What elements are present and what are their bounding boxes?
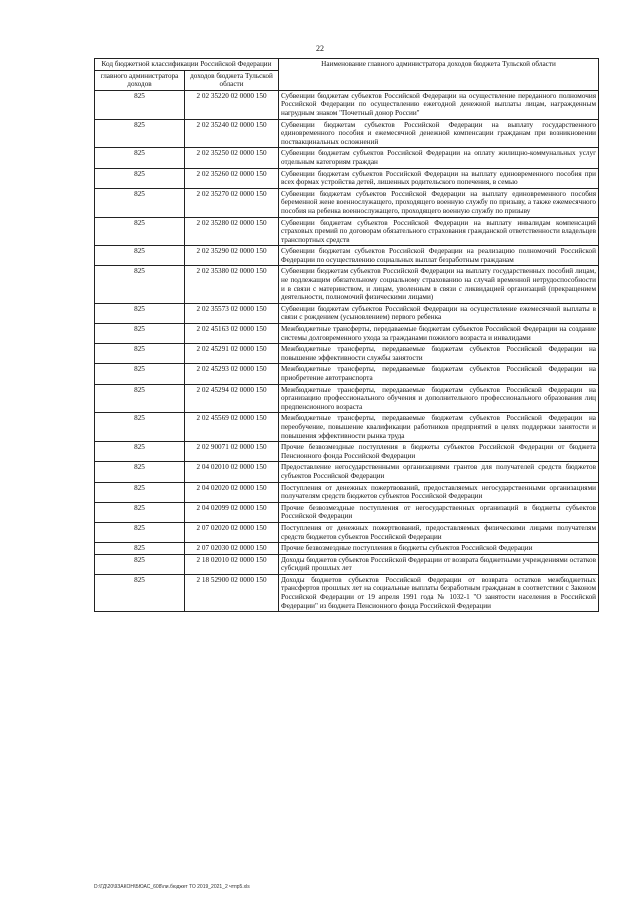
admin-code-cell: 825 xyxy=(95,384,185,413)
revenue-code-cell: 2 18 02010 02 0000 150 xyxy=(185,554,279,574)
revenue-code-cell: 2 02 35290 02 0000 150 xyxy=(185,246,279,266)
table-body xyxy=(95,90,599,611)
revenue-code-cell: 2 07 02020 02 0000 150 xyxy=(185,522,279,542)
admin-code-cell: 825 xyxy=(95,119,185,148)
revenue-code-cell: 2 02 35240 02 0000 150 xyxy=(185,119,279,148)
table-row xyxy=(95,148,599,168)
revenue-name-cell: Межбюджетные трансферты, передаваемые бюджетам субъектов Российской Федерации на переобучение, повышение квалификации работников предприятий в целях поддержки занятости и повышения эффективности рынка труда xyxy=(279,413,599,442)
admin-code-cell: 825 xyxy=(95,344,185,364)
admin-code-cell: 825 xyxy=(95,413,185,442)
table-row xyxy=(95,168,599,188)
admin-code-cell: 825 xyxy=(95,482,185,502)
revenue-name-cell: Прочие безвозмездные поступления в бюджеты субъектов Российской Федерации от бюджета Пенсионного фонда Российской Федерации xyxy=(279,442,599,462)
revenue-name-cell: Доходы бюджетов субъектов Российской Федерации от возврата бюджетными учреждениями остатков субсидий прошлых лет xyxy=(279,554,599,574)
admin-code-cell: 825 xyxy=(95,554,185,574)
revenue-code-cell: 2 02 45291 02 0000 150 xyxy=(185,344,279,364)
admin-code-cell: 825 xyxy=(95,543,185,555)
admin-code-cell: 825 xyxy=(95,148,185,168)
table-row xyxy=(95,364,599,384)
table-row xyxy=(95,574,599,611)
revenue-name-cell: Прочие безвозмездные поступления в бюджеты субъектов Российской Федерации xyxy=(279,543,599,555)
revenue-code-cell: 2 07 02030 02 0000 150 xyxy=(185,543,279,555)
revenue-name-cell: Субвенции бюджетам субъектов Российской Федерации на выплату единовременного пособия беременной жене военнослужащего, проходящего военную службу по призыву, а также ежемесячного пособия на ребенка военнослужащего, проходящего военную службу по призыву xyxy=(279,188,599,217)
revenue-code-cell: 2 02 45163 02 0000 150 xyxy=(185,324,279,344)
table-header xyxy=(95,59,599,91)
revenue-code-cell: 2 02 35573 02 0000 150 xyxy=(185,303,279,323)
revenue-name-cell: Субвенции бюджетам субъектов Российской Федерации на оплату жилищно-коммунальных услуг отдельным категориям граждан xyxy=(279,148,599,168)
revenue-code-cell: 2 04 02020 02 0000 150 xyxy=(185,482,279,502)
revenue-code-cell: 2 02 35270 02 0000 150 xyxy=(185,188,279,217)
header-revenue-code: доходов бюджета Тульской области xyxy=(185,70,279,90)
admin-code-cell: 825 xyxy=(95,574,185,611)
revenue-name-cell: Доходы бюджетов субъектов Российской Федерации от возврата остатков межбюджетных трансфертов прошлых лет на социальные выплаты безработным гражданам в соответствии с Законом Российской Федерации от 19 апреля 1991 года № 1032-1 "О занятости населения в Российской Федерации" из бюджета Пенсионного фонда Российской Федерации xyxy=(279,574,599,611)
admin-code-cell: 825 xyxy=(95,364,185,384)
revenue-name-cell: Субвенции бюджетам субъектов Российской Федерации на выплату единовременного пособия при всех формах устройства детей, лишенных родительского попечения, в семью xyxy=(279,168,599,188)
table-row xyxy=(95,119,599,148)
revenue-name-cell: Поступления от денежных пожертвований, предоставляемых негосударственными организациями получателям средств бюджетов субъектов Российской Федерации xyxy=(279,482,599,502)
admin-code-cell: 825 xyxy=(95,324,185,344)
revenue-code-cell: 2 02 90071 02 0000 150 xyxy=(185,442,279,462)
header-admin-name: Наименование главного администратора доходов бюджета Тульской области xyxy=(279,59,599,91)
table-row xyxy=(95,413,599,442)
revenue-code-cell: 2 18 52900 02 0000 150 xyxy=(185,574,279,611)
revenue-code-cell: 2 02 45294 02 0000 150 xyxy=(185,384,279,413)
admin-code-cell: 825 xyxy=(95,502,185,522)
admin-code-cell: 825 xyxy=(95,266,185,303)
revenue-name-cell: Субвенции бюджетам субъектов Российской Федерации на выплату государственных пособий лицам, не подлежащим обязательному социальному страхованию на случай временной нетрудоспособности и в связи с материнством, и лицам, уволенным в связи с ликвидацией организаций (прекращением деятельности, полномочий физическими лицами) xyxy=(279,266,599,303)
revenue-code-cell: 2 02 35220 02 0000 150 xyxy=(185,90,279,119)
admin-code-cell: 825 xyxy=(95,246,185,266)
header-classification-group: Код бюджетной классификации Российской Федерации xyxy=(95,59,279,71)
revenue-code-cell: 2 02 45569 02 0000 150 xyxy=(185,413,279,442)
file-path-footer: D:\ГД\20\9ЗАКОН\БЮАС_608\ли.бюджет ТО 2019_2021_2 чтпр5.xls xyxy=(94,884,250,890)
revenue-name-cell: Субвенции бюджетам субъектов Российской Федерации на осуществление ежемесячной выплаты в связи с рождением (усыновлением) первого ребенка xyxy=(279,303,599,323)
table-row xyxy=(95,384,599,413)
header-admin-code: главного администратора доходов xyxy=(95,70,185,90)
revenue-name-cell: Межбюджетные трансферты, передаваемые бюджетам субъектов Российской Федерации на организацию профессионального обучения и дополнительного профессионального образования лиц предпенсионного возраста xyxy=(279,384,599,413)
revenue-name-cell: Прочие безвозмездные поступления от негосударственных организаций в бюджеты субъектов Российской Федерации xyxy=(279,502,599,522)
revenue-code-cell: 2 04 02099 02 0000 150 xyxy=(185,502,279,522)
revenue-name-cell: Межбюджетные трансферты, передаваемые бюджетам субъектов Российской Федерации на повышение эффективности службы занятости xyxy=(279,344,599,364)
admin-code-cell: 825 xyxy=(95,462,185,482)
revenue-name-cell: Поступления от денежных пожертвований, предоставляемых физическими лицами получателям средств бюджетов субъектов Российской Федерации xyxy=(279,522,599,542)
revenue-name-cell: Субвенции бюджетам субъектов Российской Федерации на выплату инвалидам компенсаций страховых премий по договорам обязательного страхования гражданской ответственности владельцев транспортных средств xyxy=(279,217,599,246)
table-row xyxy=(95,246,599,266)
table-row xyxy=(95,303,599,323)
table-row xyxy=(95,543,599,555)
admin-code-cell: 825 xyxy=(95,90,185,119)
table-row xyxy=(95,266,599,303)
table-row xyxy=(95,482,599,502)
revenue-name-cell: Субвенции бюджетам субъектов Российской Федерации на реализацию полномочий Российской Федерации по осуществлению социальных выплат безработным гражданам xyxy=(279,246,599,266)
table-row xyxy=(95,554,599,574)
table-row xyxy=(95,90,599,119)
revenue-name-cell: Предоставление негосударственными организациями грантов для получателей средств бюджетов субъектов Российской Федерации xyxy=(279,462,599,482)
revenue-code-cell: 2 02 35380 02 0000 150 xyxy=(185,266,279,303)
revenue-code-cell: 2 02 35250 02 0000 150 xyxy=(185,148,279,168)
revenue-code-cell: 2 02 45293 02 0000 150 xyxy=(185,364,279,384)
table-row xyxy=(95,217,599,246)
admin-code-cell: 825 xyxy=(95,168,185,188)
page-number: 22 xyxy=(316,44,324,53)
revenue-code-cell: 2 02 35260 02 0000 150 xyxy=(185,168,279,188)
admin-code-cell: 825 xyxy=(95,303,185,323)
admin-code-cell: 825 xyxy=(95,442,185,462)
revenue-name-cell: Субвенции бюджетам субъектов Российской Федерации на выплату государственного единовременного пособия и ежемесячной денежной компенсации гражданам при возникновении поствакцинальных осложнений xyxy=(279,119,599,148)
table-row xyxy=(95,522,599,542)
revenue-code-cell: 2 02 35280 02 0000 150 xyxy=(185,217,279,246)
admin-code-cell: 825 xyxy=(95,522,185,542)
table-row xyxy=(95,462,599,482)
admin-code-cell: 825 xyxy=(95,188,185,217)
admin-code-cell: 825 xyxy=(95,217,185,246)
revenue-name-cell: Межбюджетные трансферты, передаваемые бюджетам субъектов Российской Федерации на приобретение автотранспорта xyxy=(279,364,599,384)
table-row xyxy=(95,188,599,217)
revenue-code-cell: 2 04 02010 02 0000 150 xyxy=(185,462,279,482)
table-row xyxy=(95,344,599,364)
table-row xyxy=(95,502,599,522)
table-row xyxy=(95,442,599,462)
revenue-classification-table xyxy=(94,58,599,612)
revenue-name-cell: Межбюджетные трансферты, передаваемые бюджетам субъектов Российской Федерации на создание системы долговременного ухода за гражданами пожилого возраста и инвалидами xyxy=(279,324,599,344)
revenue-name-cell: Субвенции бюджетам субъектов Российской Федерации на осуществление переданного полномочия Российской Федерации по осуществлению ежегодной денежной выплаты лицам, награжденным нагрудным знаком "Почетный донор России" xyxy=(279,90,599,119)
table-row xyxy=(95,324,599,344)
